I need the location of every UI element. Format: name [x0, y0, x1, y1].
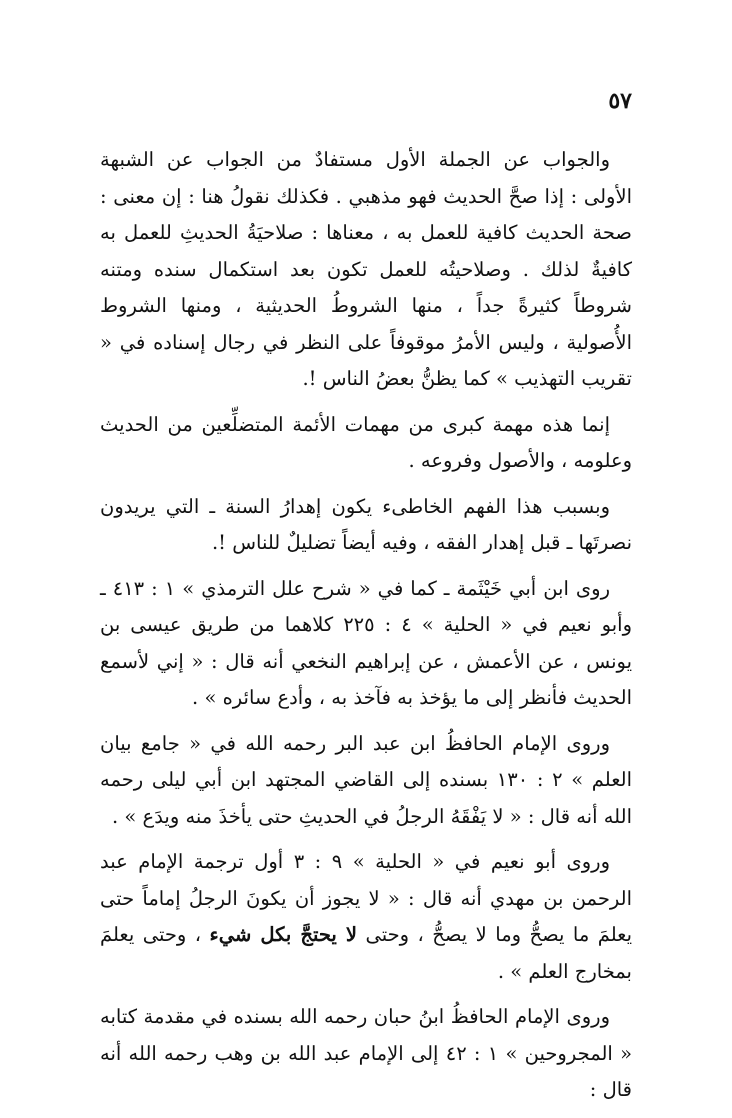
paragraph-text: وبسبب هذا الفهم الخاطىء يكون إهدارُ السنة ـ التي يريدون نصرتَها ـ قبل إهدار الفقه ، وفيه أيضاً تضليلٌ للناس !. [100, 494, 632, 554]
paragraph-text: روى ابن أبي خَيْثَمة ـ كما في « شرح علل الترمذي » ١ : ٤١٣ ـ وأبو نعيم في « الحلية » ٤ : ٢٢٥ كلاهما من طريق عيسى بن يونس ، عن الأعمش ، عن إبراهيم النخعي أنه قال : « إني لأسمع الحديث فأنظر إلى ما يؤخذ به فآخذ به ، وأدع سائره » . [100, 576, 633, 709]
paragraph-text: وروى الإمام الحافظُ ابن عبد البر رحمه الله في « جامع بيان العلم » ٢ : ١٣٠ بسنده إلى القاضي المجتهد ابن أبي ليلى رحمه الله أنه قال : « لا يَفْقَهُ الرجلُ في الحديثِ حتى يأخذَ منه ويدَع » . [100, 731, 633, 828]
paragraph-3 [100, 489, 632, 562]
paragraph-1 [100, 142, 632, 398]
bold-phrase: لا يحتجَّ بكل شيء [209, 923, 358, 946]
paragraph-7 [100, 999, 632, 1109]
paragraph-text-end: ، وحتى يعلمَ بمخارج العلم » . [100, 923, 632, 983]
paragraph-text: إنما هذه مهمة كبرى من مهمات الأئمة المتضلِّعين من الحديث وعلومه ، والأصول وفروعه . [100, 412, 632, 472]
paragraph-text: وروى أبو نعيم في « الحلية » ٩ : ٣ أول ترجمة الإمام عبد الرحمن بن مهدي أنه قال : « لا يجوز أن يكونَ الرجلُ إماماً حتى يعلمَ ما يصحُّ وما لا يصحُّ ، وحتى [100, 850, 633, 946]
body-text [100, 142, 632, 1118]
paragraph-2 [100, 407, 632, 480]
paragraph-6 [100, 844, 632, 990]
paragraph-5 [100, 726, 632, 836]
paragraph-text: وروى الإمام الحافظُ ابنُ حبان رحمه الله بسنده في مقدمة كتابه « المجروحين » ١ : ٤٢ إلى الإمام عبد الله بن وهب رحمه الله أنه قال : [100, 1005, 633, 1101]
paragraph-4 [100, 571, 632, 717]
paragraph-text: والجواب عن الجملة الأول مستفادٌ من الجواب عن الشبهة الأولى : إذا صحَّ الحديث فهو مذهبي . فكذلك نقولُ هنا : إن معنى : صحة الحديث كافية للعمل به ، معناها : صلاحيَةُ الحديثِ للعمل به كافيةٌ لذلك . وصلاحيتُه للعمل تكون بعد استكمال سنده ومتنه شروطاً كثيرةً جداً ، منها الشروطُ الحديثية ، ومنها الشروط الأُصولية ، وليس الأمرُ موقوفاً على النظر في رجال إسناده في « تقريب التهذيب » كما يظنُّ بعضُ الناس !. [100, 148, 632, 390]
page-number: ٥٧ [608, 88, 632, 114]
